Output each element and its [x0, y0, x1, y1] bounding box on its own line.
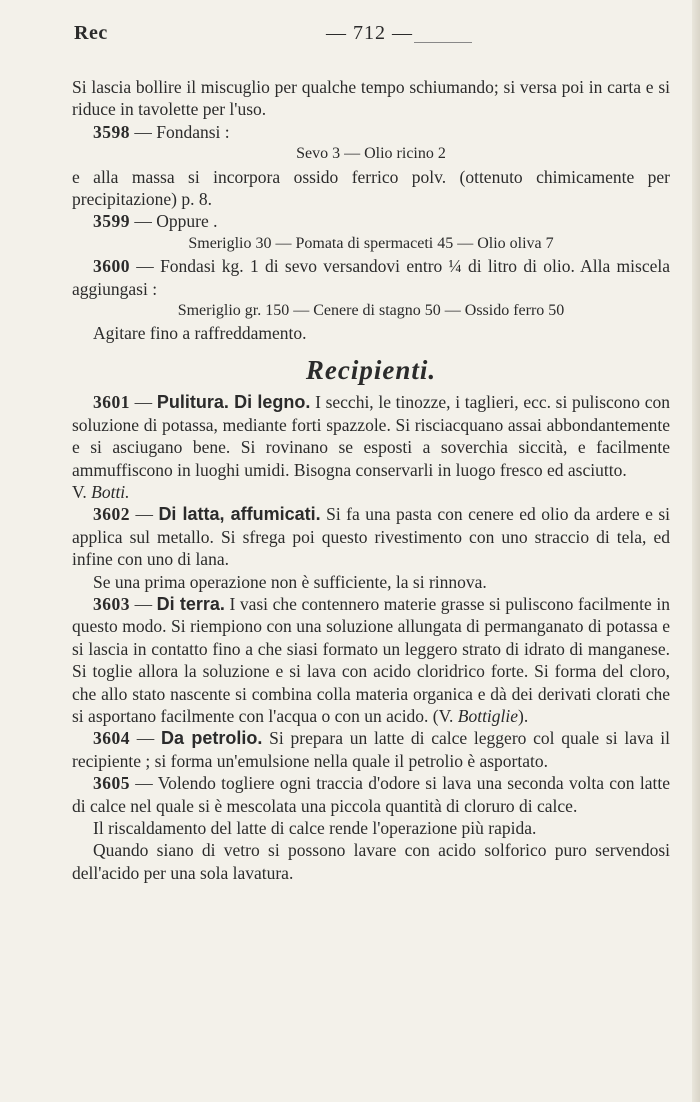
entry-text: — Volendo togliere ogni traccia d'odore si lava una seconda volta con latte di calce nel quale si è mescolata una piccola quantità di cloruro di calce.: [72, 773, 670, 816]
entry-number: 3598: [93, 121, 130, 142]
entry-number: 3600: [93, 256, 130, 277]
entry-heading: Da petrolio.: [161, 728, 263, 749]
entry-text: — Fondansi :: [130, 121, 230, 142]
entry-text: I secchi, le tinozze, i taglieri, ecc. si puliscono con soluzione di potassa, mediante forti spazzole. Si risciacquano assai abbondantemente e si asciugano bene. Si rovinano se esposti a soverchia siccità, e facilmente ammuffiscono in luoghi umidi. Bisogna conservarli in luogo fresco ed asciutto.: [72, 392, 670, 480]
section-title: Recipienti.: [305, 354, 437, 385]
entry-text: Si fa una pasta con cenere ed olio da ardere e si applica sul metallo. Si sfrega poi questo rivestimento con uno straccio di tela, ed infine con uno di lana.: [72, 504, 671, 570]
entry-heading: Di latta, affumicati.: [158, 504, 321, 525]
recipe-formula: Smeriglio gr. 150 — Cenere di stagno 50 — Ossido ferro 50: [177, 302, 565, 320]
entry-dash: —: [130, 392, 157, 413]
entry-text: — Fondasi kg. 1 di sevo versandovi entro ¼ di litro di olio. Alla miscela aggiungasi :: [72, 256, 670, 299]
entry-3603: [72, 593, 670, 727]
page-number: — 712 —: [326, 22, 413, 44]
entry-text: — Oppure .: [130, 211, 218, 232]
entry-continuation: Agitare fino a raffreddamento.: [93, 323, 307, 344]
closing-paragraph: Il riscaldamento del latte di calce rende l'operazione più rapida.: [93, 818, 537, 838]
entry-tail: ).: [518, 705, 529, 726]
entry-3605: [72, 772, 670, 817]
recipe-formula: Smeriglio 30 — Pomata di spermaceti 45 — Olio oliva 7: [188, 234, 554, 252]
entry-3604: [72, 727, 670, 772]
entry-3602: [72, 503, 670, 570]
page-edge-shadow: [692, 0, 700, 1102]
page-body: [72, 76, 670, 884]
page-header: [74, 20, 670, 50]
entry-text: Si prepara un latte di calce leggero col quale si lava il recipiente ; si forma un'emulsione nella quale il petrolio è asportato.: [72, 728, 670, 771]
entry-continuation: Se una prima operazione non è sufficiente, la si rinnova.: [93, 571, 487, 592]
entry-number: 3601: [93, 392, 130, 413]
see-also: [72, 481, 670, 503]
entry-number: 3605: [93, 773, 130, 794]
paragraph-continuation: Si lascia bollire il miscuglio per qualche tempo schiumando; si versa poi in carta e si riduce in tavolette per l'uso.: [72, 77, 670, 120]
header-rule: [414, 42, 472, 43]
entry-number: 3603: [93, 593, 130, 614]
entry-number: 3599: [93, 211, 130, 232]
recipe-formula: Sevo 3 — Olio ricino 2: [296, 145, 446, 163]
entry-number: 3602: [93, 504, 130, 525]
entry-heading: Pulitura. Di legno.: [156, 392, 311, 413]
entry-3598: [72, 121, 670, 143]
entry-3599: [72, 210, 670, 232]
see-reference: Bottiglie: [457, 705, 519, 726]
entry-dash: —: [130, 593, 157, 614]
see-reference: Botti.: [91, 481, 130, 502]
see-prefix: V.: [72, 481, 92, 502]
entry-number: 3604: [93, 728, 130, 749]
entry-3600: [72, 255, 670, 300]
entry-text: I vasi che contennero materie grasse si puliscono facilmente in questo modo. Si riempiono con una soluzione allungata di permanganato di potassa e si lascia in contatto fino a che siasi formato un leggero strato di idrato di manganese. Si toglie allora la soluzione e si lava con acido cloridrico forte. Si forma del cloro, che allo stato nascente si combina colla materia organica e dà dei derivati clorati che si asportano facilmente con l'acqua o con un acido. (V.: [72, 593, 670, 726]
entry-continuation: e alla massa si incorpora ossido ferrico polv. (ottenuto chimicamente per precipitazione) p. 8.: [72, 166, 670, 210]
closing-paragraph: Quando siano di vetro si possono lavare con acido solforico puro servendosi dell'acido per una sola lavatura.: [72, 840, 670, 883]
entry-heading: Di terra.: [156, 593, 225, 614]
entry-dash: —: [130, 504, 159, 525]
entry-3601: [72, 391, 670, 481]
entry-dash: —: [130, 728, 162, 749]
running-head: Rec: [74, 22, 108, 44]
